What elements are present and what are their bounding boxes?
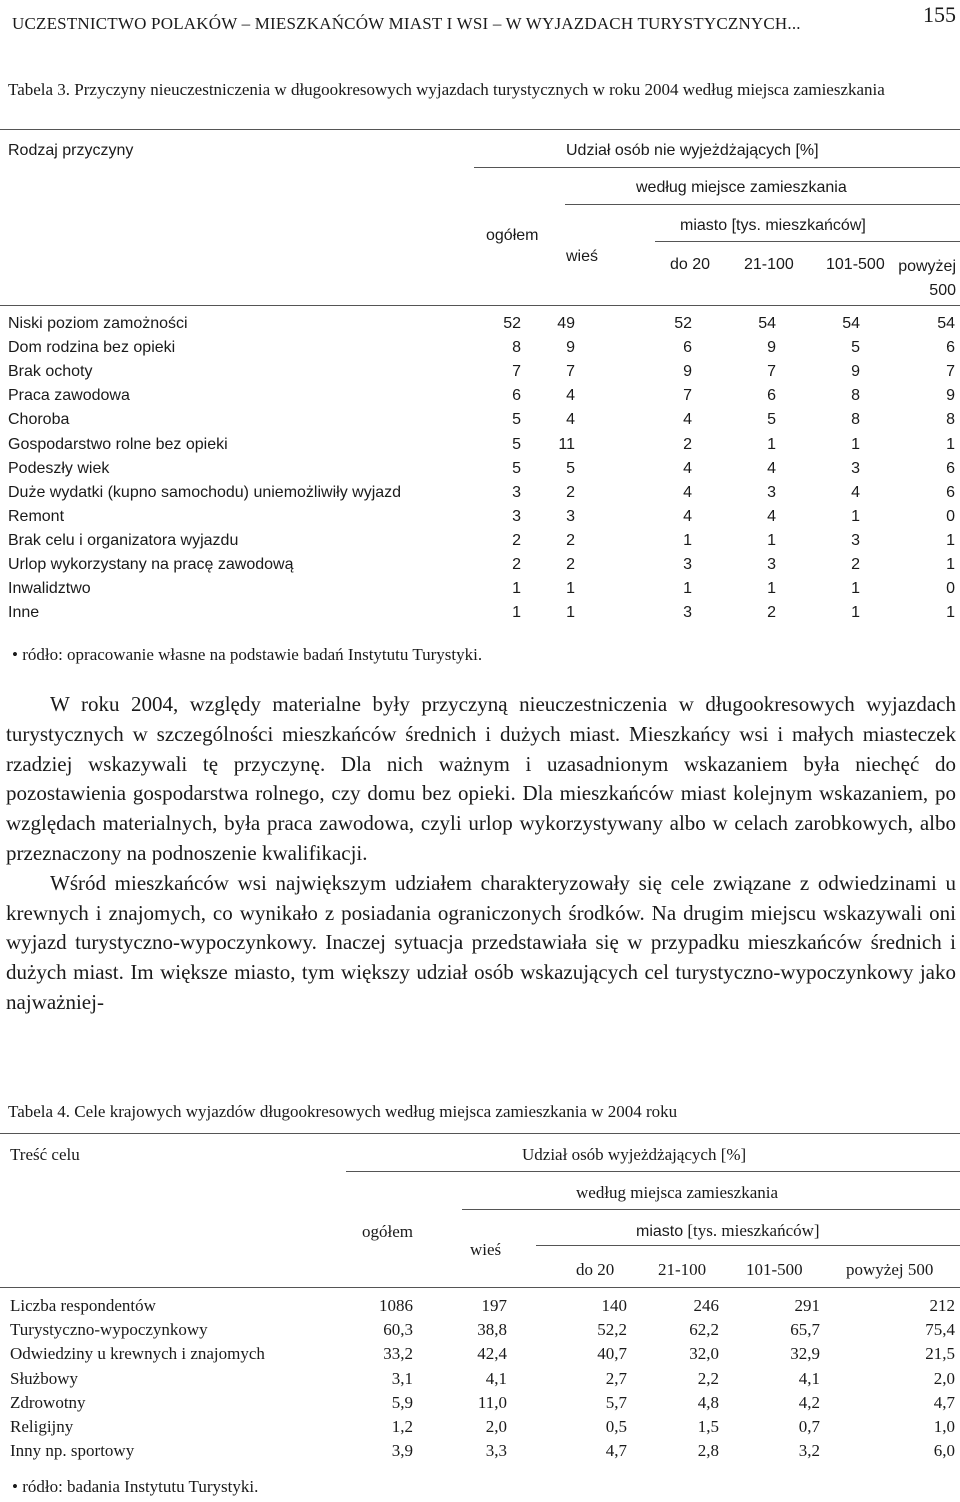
table-cell: 62,2 <box>689 1320 719 1340</box>
table-cell: 3 <box>767 483 776 501</box>
table-cell: 5 <box>512 435 521 453</box>
running-header: UCZESTNICTWO POLAKÓW – MIESZKAŃCÓW MIAST I WSI – W WYJAZDACH TURYSTYCZNYCH... <box>12 14 801 33</box>
table-cell: 7 <box>566 363 575 381</box>
table-cell: 1 <box>946 435 955 453</box>
table4-col-share: Udział osób wyjeżdżających [%] <box>522 1145 747 1164</box>
table-cell: 7 <box>946 363 955 381</box>
table-cell: 9 <box>683 363 692 381</box>
table-cell: 3,1 <box>391 1368 413 1388</box>
table-cell: 60,3 <box>383 1320 413 1340</box>
table-cell: 4,7 <box>933 1392 955 1412</box>
table4-col-size-2: 21-100 <box>658 1260 707 1279</box>
table4-col-size-3: 101-500 <box>746 1260 803 1279</box>
table-cell: 9 <box>566 339 575 357</box>
table-cell: 2,8 <box>697 1441 719 1461</box>
table-cell: 4 <box>566 411 575 429</box>
table-cell: 1 <box>946 531 955 549</box>
table-cell: 3 <box>851 531 860 549</box>
table3-col-reason: Rodzaj przyczyny <box>8 142 134 159</box>
table-cell: 212 <box>929 1296 955 1315</box>
table-cell: 5 <box>566 459 575 477</box>
table3-col-size-4: powyżej 500 <box>898 258 956 299</box>
table3-col-size-1: do 20 <box>670 256 711 273</box>
table-cell: 6 <box>946 459 955 477</box>
table-cell: 8 <box>851 387 860 405</box>
table3-caption: Tabela 3. Przyczyny nieuczestniczenia w długookresowych wyjazdach turystycznych w roku 2004 według miejsca zamieszkania <box>8 80 885 99</box>
table-cell: 4 <box>683 507 692 525</box>
row-label: Zdrowotny <box>10 1392 86 1412</box>
table-cell: 1,0 <box>933 1417 955 1436</box>
table3-col-size-3: 101-500 <box>826 256 885 273</box>
table-cell: 2 <box>512 556 521 573</box>
row-label: Turystyczno-wypoczynkowy <box>10 1320 208 1340</box>
table-cell: 4,2 <box>798 1392 820 1412</box>
table-cell: 52,2 <box>597 1320 627 1340</box>
table-cell: 75,4 <box>925 1320 955 1340</box>
table-cell: 2,0 <box>485 1417 507 1436</box>
table-cell: 6,0 <box>933 1441 955 1461</box>
table-cell: 1 <box>767 435 776 453</box>
table-cell: 2,0 <box>933 1368 955 1388</box>
table-cell: 3,3 <box>485 1441 507 1461</box>
table-cell: 1 <box>683 531 692 549</box>
table-cell: 0 <box>946 580 955 598</box>
table-cell: 8 <box>946 411 955 429</box>
table-cell: 7 <box>767 363 776 381</box>
row-label: Inne <box>8 604 40 622</box>
table-cell: 52 <box>503 315 521 332</box>
table-cell: 6 <box>946 483 955 501</box>
table-cell: 0 <box>946 507 955 525</box>
table-cell: 32,0 <box>689 1344 719 1364</box>
table-cell: 1086 <box>379 1296 413 1315</box>
table3-col-share: Udział osób nie wyjeżdżających [%] <box>566 142 819 159</box>
table-cell: 0,5 <box>605 1417 627 1436</box>
paragraph: W roku 2004, względy materialne były przyczyną nieuczestniczenia w długookresowych wyjazdach turystycznych w szczególności mieszkańców średnich i dużych miast. Mieszkańcy wsi i małych miasteczek rzadziej wskazywali tę przyczynę. Dla nich ważnym i uzasadnionym wskazaniem była niechęć do pozostawienia gospodarstwa rolnego, czy domu bez opieki. Dla mieszkańców miast kolejnym wskazaniem, po względach materialnych, była praca zawodowa, czyli urlop wykorzystywany albo w celach zarobkowych, albo przeznaczony na podnoszenie kwalifikacji. <box>6 692 956 865</box>
table-cell: 54 <box>842 315 860 332</box>
table-cell: 1 <box>566 580 575 598</box>
table-cell: 3,9 <box>391 1441 413 1461</box>
table-cell: 4 <box>767 507 776 525</box>
table-cell: 1 <box>683 580 692 598</box>
table-cell: 4,1 <box>485 1368 507 1388</box>
table-cell: 1 <box>946 604 955 622</box>
table3-col-by-place: według miejsce zamieszkania <box>636 179 847 196</box>
table-cell: 4 <box>683 483 692 501</box>
table4-rule-place <box>462 1209 960 1210</box>
table-cell: 7 <box>512 363 521 381</box>
row-label: Inny np. sportowy <box>10 1441 135 1461</box>
table-cell: 3 <box>767 556 776 573</box>
table-cell: 5 <box>851 339 860 357</box>
table-cell: 2 <box>683 435 692 453</box>
table-cell: 2 <box>851 556 860 573</box>
table3-col-village: wieś <box>566 248 599 265</box>
row-label: Służbowy <box>10 1368 78 1388</box>
table-cell: 42,4 <box>477 1344 507 1364</box>
table-cell: 2 <box>566 556 575 573</box>
table-cell: 4 <box>683 459 692 477</box>
table-cell: 2 <box>767 604 776 622</box>
table-cell: 2,7 <box>605 1368 627 1388</box>
table-cell: 65,7 <box>790 1320 820 1340</box>
row-label: Praca zawodowa <box>8 387 130 405</box>
table4-col-city-b: [tys. mieszkańców] <box>687 1221 820 1240</box>
table-cell: 246 <box>693 1296 719 1315</box>
paragraph: Wśród mieszkańców wsi największym udziałem charakteryzowały się cele związane z odwiedzinami u krewnych i znajomych, co wynikało z posiadania ograniczonych środków. Na drugim miejscu wskazywali oni wyjazd turystyczno-wypoczynkowy. Inaczej sytuacja przedstawiała się w przypadku mieszkańców średnich i dużych miast. Im większe miasto, tym większy udział osób wskazujących cel turystyczno-wypoczynkowy jako najważniej- <box>6 870 956 1014</box>
table-cell: 1 <box>512 580 521 598</box>
table-cell: 3 <box>512 483 521 501</box>
table-cell: 3 <box>683 556 692 573</box>
table-cell: 5 <box>512 411 521 429</box>
table-cell: 6 <box>767 387 776 405</box>
table-cell: 2 <box>566 531 575 549</box>
table-cell: 1 <box>946 556 955 573</box>
table-cell: 9 <box>851 363 860 381</box>
table-cell: 4 <box>767 459 776 477</box>
table-cell: 4,8 <box>697 1392 719 1412</box>
table-cell: 54 <box>758 315 776 332</box>
table4-rule-share <box>346 1171 960 1172</box>
table-cell: 6 <box>683 339 692 357</box>
row-label: Niski poziom zamożności <box>8 315 188 332</box>
row-label: Religijny <box>10 1417 74 1436</box>
table-cell: 4,7 <box>605 1441 627 1461</box>
table3-rule-place <box>565 204 960 205</box>
table-cell: 32,9 <box>790 1344 820 1364</box>
table-cell: 3 <box>566 507 575 525</box>
table-cell: 11 <box>558 435 575 453</box>
row-label: Liczba respondentów <box>10 1296 156 1315</box>
table-cell: 3 <box>512 507 521 525</box>
table4-col-size-4: powyżej 500 <box>846 1260 934 1279</box>
table3-col-size-2: 21-100 <box>744 256 794 273</box>
table-cell: 1 <box>767 580 776 598</box>
table-cell: 140 <box>601 1296 627 1315</box>
row-label: Inwalidztwo <box>8 580 91 598</box>
table-cell: 3 <box>683 604 692 622</box>
table-cell: 33,2 <box>383 1344 413 1364</box>
table-cell: 197 <box>481 1296 507 1315</box>
table3-col-city: miasto [tys. mieszkańców] <box>680 217 866 234</box>
table-cell: 1 <box>851 580 860 598</box>
table3-col-total: ogółem <box>486 227 539 244</box>
table-cell: 1 <box>851 435 860 453</box>
table3-rule-city <box>655 241 960 242</box>
table-cell: 9 <box>767 339 776 357</box>
table-cell: 5 <box>767 411 776 429</box>
row-label: Brak ochoty <box>8 363 93 381</box>
row-label: Podeszły wiek <box>8 459 110 477</box>
table-cell: 0,7 <box>798 1417 820 1436</box>
table-cell: 5 <box>512 459 521 477</box>
table3-rule-share <box>474 167 960 168</box>
table4-source: • ródło: badania Instytutu Turystyki. <box>12 1477 259 1496</box>
table-cell: 4 <box>851 483 860 501</box>
table-cell: 2,2 <box>697 1368 719 1388</box>
table4-top-rule <box>0 1133 960 1134</box>
row-label: Brak celu i organizatora wyjazdu <box>8 531 239 549</box>
table-cell: 1,5 <box>697 1417 719 1436</box>
table-cell: 38,8 <box>477 1320 507 1340</box>
row-label: Dom rodzina bez opieki <box>8 339 176 357</box>
table4-header-rule <box>0 1287 960 1288</box>
table-cell: 5,9 <box>391 1392 413 1412</box>
table-cell: 52 <box>674 315 692 332</box>
page-number: 155 <box>923 2 956 27</box>
table-cell: 1,2 <box>391 1417 413 1436</box>
table-cell: 1 <box>851 507 860 525</box>
table-cell: 5,7 <box>605 1392 627 1412</box>
table4-rule-city <box>536 1245 960 1246</box>
table4-col-village: wieś <box>470 1240 502 1259</box>
table-cell: 4 <box>683 411 692 429</box>
row-label: Gospodarstwo rolne bez opieki <box>8 435 228 453</box>
table-cell: 4,1 <box>798 1368 820 1388</box>
row-label: Urlop wykorzystany na pracę zawodową <box>8 556 294 573</box>
table4-col-size-1: do 20 <box>576 1260 615 1279</box>
table4-col-purpose: Treść celu <box>10 1145 80 1164</box>
table-cell: 49 <box>557 315 575 332</box>
table4-caption: Tabela 4. Cele krajowych wyjazdów długookresowych według miejsca zamieszkania w 2004 roku <box>8 1102 678 1121</box>
table-cell: 4 <box>566 387 575 405</box>
table-cell: 3 <box>851 459 860 477</box>
table-cell: 40,7 <box>597 1344 627 1364</box>
table-cell: 11,0 <box>477 1392 507 1412</box>
table-cell: 54 <box>937 315 955 332</box>
table3-source: • ródło: opracowanie własne na podstawie badań Instytutu Turystyki. <box>12 645 483 664</box>
table3-header-rule <box>0 305 960 306</box>
table3-top-rule <box>0 129 960 130</box>
table-cell: 21,5 <box>925 1344 955 1364</box>
table-cell: 9 <box>946 387 955 405</box>
row-label: Duże wydatki (kupno samochodu) uniemożliwiły wyjazd <box>8 483 402 501</box>
table-cell: 6 <box>512 387 521 405</box>
table-cell: 1 <box>512 604 521 622</box>
table-cell: 7 <box>683 387 692 405</box>
table-cell: 3,2 <box>798 1441 820 1461</box>
table-cell: 8 <box>851 411 860 429</box>
row-label: Odwiedziny u krewnych i znajomych <box>10 1344 265 1364</box>
row-label: Remont <box>8 507 65 525</box>
table-cell: 2 <box>512 531 521 549</box>
table-cell: 2 <box>566 483 575 501</box>
body-text <box>6 690 956 1018</box>
table-cell: 1 <box>566 604 575 622</box>
table4-col-by-place: według miejsca zamieszkania <box>576 1183 779 1202</box>
table4-col-city-a: miasto <box>636 1223 684 1240</box>
table-cell: 291 <box>794 1296 820 1315</box>
table-cell: 8 <box>512 339 521 357</box>
table-cell: 1 <box>851 604 860 622</box>
table-cell: 1 <box>767 531 776 549</box>
table4-col-total: ogółem <box>362 1222 413 1241</box>
table-cell: 6 <box>946 339 955 357</box>
row-label: Choroba <box>8 411 70 429</box>
